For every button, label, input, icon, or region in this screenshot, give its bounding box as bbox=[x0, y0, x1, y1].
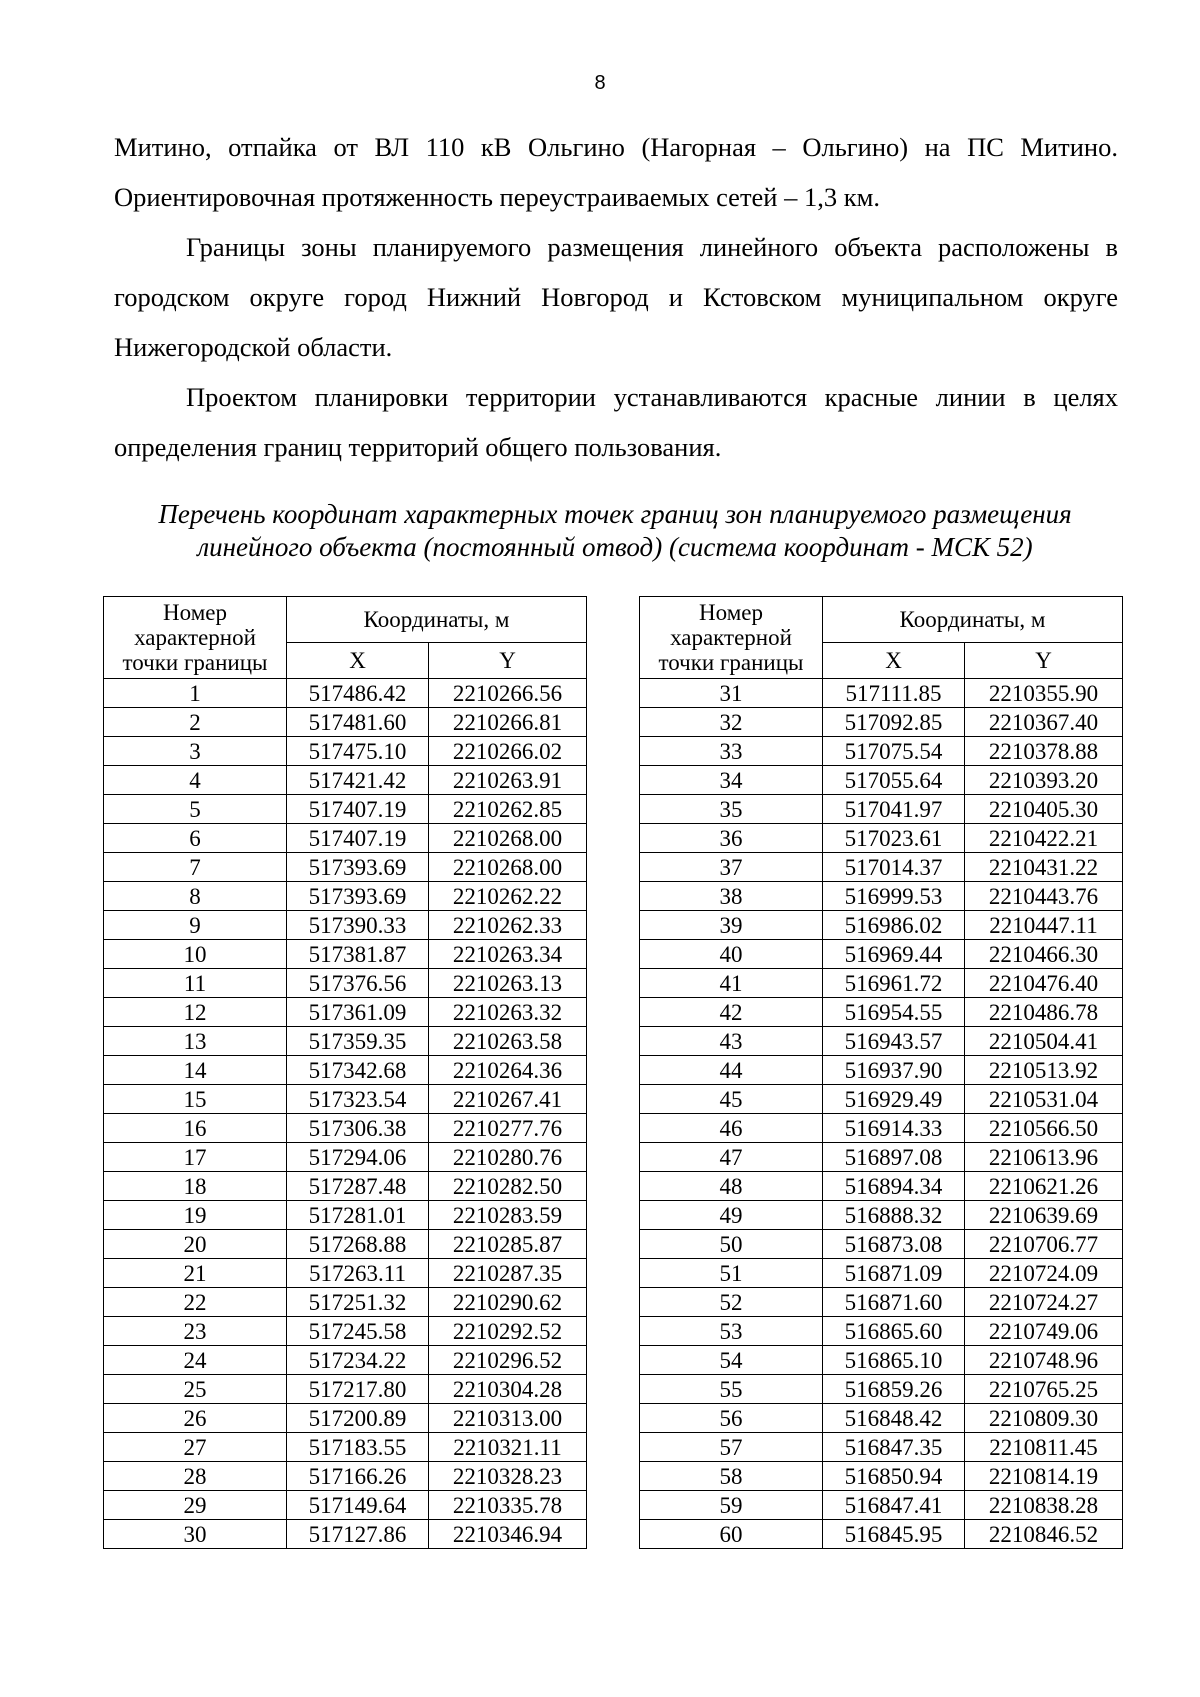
cell-x: 516873.08 bbox=[823, 1230, 965, 1259]
cell-y: 2210504.41 bbox=[965, 1027, 1123, 1056]
cell-x: 517342.68 bbox=[287, 1056, 429, 1085]
cell-point-number: 41 bbox=[640, 969, 823, 998]
cell-y: 2210422.21 bbox=[965, 824, 1123, 853]
cell-y: 2210266.81 bbox=[429, 708, 587, 737]
cell-y: 2210706.77 bbox=[965, 1230, 1123, 1259]
cell-y: 2210263.13 bbox=[429, 969, 587, 998]
table-row bbox=[640, 1259, 1123, 1288]
table-row bbox=[640, 882, 1123, 911]
cell-point-number: 3 bbox=[104, 737, 287, 766]
cell-point-number: 34 bbox=[640, 766, 823, 795]
cell-y: 2210393.20 bbox=[965, 766, 1123, 795]
header-point-number: Номер характерной точки границы bbox=[640, 597, 823, 679]
cell-point-number: 58 bbox=[640, 1462, 823, 1491]
cell-x: 516888.32 bbox=[823, 1201, 965, 1230]
paragraph-line: Границы зоны планируемого размещения линейного объекта расположены в bbox=[186, 232, 1118, 262]
cell-y: 2210277.76 bbox=[429, 1114, 587, 1143]
cell-point-number: 31 bbox=[640, 679, 823, 708]
cell-y: 2210405.30 bbox=[965, 795, 1123, 824]
cell-y: 2210447.11 bbox=[965, 911, 1123, 940]
table-row bbox=[640, 1462, 1123, 1491]
table-row bbox=[104, 1027, 587, 1056]
cell-point-number: 25 bbox=[104, 1375, 287, 1404]
cell-y: 2210280.76 bbox=[429, 1143, 587, 1172]
cell-x: 516954.55 bbox=[823, 998, 965, 1027]
table-row bbox=[640, 679, 1123, 708]
table-row bbox=[104, 940, 587, 969]
table-row bbox=[640, 1114, 1123, 1143]
cell-y: 2210262.33 bbox=[429, 911, 587, 940]
cell-y: 2210724.27 bbox=[965, 1288, 1123, 1317]
caption-line: линейного объекта (постоянный отвод) (система координат - МСК 52) bbox=[197, 532, 1033, 562]
cell-x: 517092.85 bbox=[823, 708, 965, 737]
table-row bbox=[640, 1288, 1123, 1317]
cell-point-number: 55 bbox=[640, 1375, 823, 1404]
cell-point-number: 19 bbox=[104, 1201, 287, 1230]
table-row bbox=[104, 1433, 587, 1462]
cell-point-number: 36 bbox=[640, 824, 823, 853]
cell-x: 517041.97 bbox=[823, 795, 965, 824]
cell-x: 517323.54 bbox=[287, 1085, 429, 1114]
cell-x: 516937.90 bbox=[823, 1056, 965, 1085]
header-coordinates: Координаты, м bbox=[287, 597, 587, 643]
cell-y: 2210268.00 bbox=[429, 853, 587, 882]
cell-x: 516871.60 bbox=[823, 1288, 965, 1317]
cell-point-number: 5 bbox=[104, 795, 287, 824]
cell-y: 2210613.96 bbox=[965, 1143, 1123, 1172]
cell-x: 517149.64 bbox=[287, 1491, 429, 1520]
cell-x: 517281.01 bbox=[287, 1201, 429, 1230]
cell-point-number: 53 bbox=[640, 1317, 823, 1346]
cell-x: 517268.88 bbox=[287, 1230, 429, 1259]
table-row bbox=[104, 824, 587, 853]
table-row bbox=[640, 1346, 1123, 1375]
table-row bbox=[104, 1114, 587, 1143]
table-row bbox=[640, 1230, 1123, 1259]
table-row bbox=[104, 1230, 587, 1259]
cell-x: 517376.56 bbox=[287, 969, 429, 998]
cell-point-number: 9 bbox=[104, 911, 287, 940]
cell-point-number: 7 bbox=[104, 853, 287, 882]
cell-y: 2210513.92 bbox=[965, 1056, 1123, 1085]
table-row bbox=[104, 1259, 587, 1288]
table-row bbox=[640, 1143, 1123, 1172]
header-y: Y bbox=[965, 643, 1123, 679]
table-row bbox=[104, 795, 587, 824]
table-row bbox=[104, 998, 587, 1027]
cell-x: 517486.42 bbox=[287, 679, 429, 708]
table-row bbox=[104, 969, 587, 998]
table-row bbox=[104, 1491, 587, 1520]
cell-x: 516859.26 bbox=[823, 1375, 965, 1404]
cell-y: 2210267.41 bbox=[429, 1085, 587, 1114]
table-row bbox=[104, 679, 587, 708]
cell-y: 2210846.52 bbox=[965, 1520, 1123, 1549]
cell-point-number: 11 bbox=[104, 969, 287, 998]
cell-x: 516914.33 bbox=[823, 1114, 965, 1143]
cell-x: 516929.49 bbox=[823, 1085, 965, 1114]
cell-y: 2210566.50 bbox=[965, 1114, 1123, 1143]
cell-y: 2210264.36 bbox=[429, 1056, 587, 1085]
cell-x: 517245.58 bbox=[287, 1317, 429, 1346]
table-body bbox=[104, 679, 587, 1549]
cell-x: 516865.10 bbox=[823, 1346, 965, 1375]
table-row bbox=[104, 882, 587, 911]
table-row bbox=[104, 1288, 587, 1317]
cell-y: 2210814.19 bbox=[965, 1462, 1123, 1491]
cell-y: 2210263.91 bbox=[429, 766, 587, 795]
table-row bbox=[640, 1433, 1123, 1462]
cell-x: 517393.69 bbox=[287, 882, 429, 911]
table-row bbox=[104, 1346, 587, 1375]
cell-point-number: 57 bbox=[640, 1433, 823, 1462]
cell-x: 517407.19 bbox=[287, 795, 429, 824]
page-number: 8 bbox=[594, 72, 606, 94]
table-row bbox=[640, 1491, 1123, 1520]
cell-point-number: 56 bbox=[640, 1404, 823, 1433]
table-row bbox=[104, 853, 587, 882]
cell-point-number: 45 bbox=[640, 1085, 823, 1114]
cell-point-number: 18 bbox=[104, 1172, 287, 1201]
cell-point-number: 8 bbox=[104, 882, 287, 911]
table-row bbox=[640, 998, 1123, 1027]
cell-point-number: 23 bbox=[104, 1317, 287, 1346]
cell-x: 516847.41 bbox=[823, 1491, 965, 1520]
header-y: Y bbox=[429, 643, 587, 679]
cell-x: 517251.32 bbox=[287, 1288, 429, 1317]
cell-x: 516894.34 bbox=[823, 1172, 965, 1201]
cell-point-number: 4 bbox=[104, 766, 287, 795]
cell-point-number: 37 bbox=[640, 853, 823, 882]
table-row bbox=[640, 1520, 1123, 1549]
cell-x: 517381.87 bbox=[287, 940, 429, 969]
cell-point-number: 30 bbox=[104, 1520, 287, 1549]
cell-point-number: 48 bbox=[640, 1172, 823, 1201]
cell-x: 516999.53 bbox=[823, 882, 965, 911]
cell-x: 516847.35 bbox=[823, 1433, 965, 1462]
cell-y: 2210287.35 bbox=[429, 1259, 587, 1288]
cell-point-number: 10 bbox=[104, 940, 287, 969]
cell-x: 517390.33 bbox=[287, 911, 429, 940]
cell-y: 2210263.34 bbox=[429, 940, 587, 969]
cell-y: 2210765.25 bbox=[965, 1375, 1123, 1404]
cell-y: 2210335.78 bbox=[429, 1491, 587, 1520]
coordinates-table-left bbox=[103, 596, 587, 1549]
table-row bbox=[640, 1317, 1123, 1346]
table-row bbox=[640, 766, 1123, 795]
cell-point-number: 54 bbox=[640, 1346, 823, 1375]
table-body bbox=[640, 679, 1123, 1549]
table-row bbox=[640, 911, 1123, 940]
cell-y: 2210263.32 bbox=[429, 998, 587, 1027]
cell-y: 2210809.30 bbox=[965, 1404, 1123, 1433]
cell-x: 517287.48 bbox=[287, 1172, 429, 1201]
table-row bbox=[104, 1143, 587, 1172]
cell-point-number: 16 bbox=[104, 1114, 287, 1143]
cell-x: 517393.69 bbox=[287, 853, 429, 882]
table-row bbox=[640, 1404, 1123, 1433]
cell-x: 516943.57 bbox=[823, 1027, 965, 1056]
cell-x: 517475.10 bbox=[287, 737, 429, 766]
paragraph-line: Нижегородской области. bbox=[114, 332, 393, 362]
header-point-number: Номер характерной точки границы bbox=[104, 597, 287, 679]
cell-point-number: 22 bbox=[104, 1288, 287, 1317]
cell-x: 517075.54 bbox=[823, 737, 965, 766]
table-row bbox=[104, 911, 587, 940]
cell-y: 2210749.06 bbox=[965, 1317, 1123, 1346]
table-row bbox=[640, 795, 1123, 824]
cell-x: 516897.08 bbox=[823, 1143, 965, 1172]
header-coordinates: Координаты, м bbox=[823, 597, 1123, 643]
cell-x: 516848.42 bbox=[823, 1404, 965, 1433]
paragraph-line: Митино, отпайка от ВЛ 110 кВ Ольгино (Нагорная – Ольгино) на ПС Митино. bbox=[114, 132, 1118, 162]
cell-point-number: 50 bbox=[640, 1230, 823, 1259]
table-row bbox=[104, 1520, 587, 1549]
table-row bbox=[640, 1172, 1123, 1201]
cell-x: 517421.42 bbox=[287, 766, 429, 795]
cell-y: 2210313.00 bbox=[429, 1404, 587, 1433]
cell-y: 2210443.76 bbox=[965, 882, 1123, 911]
table-row bbox=[640, 1085, 1123, 1114]
cell-y: 2210304.28 bbox=[429, 1375, 587, 1404]
paragraph-line: Проектом планировки территории устанавливаются красные линии в целях bbox=[186, 382, 1118, 412]
cell-x: 517055.64 bbox=[823, 766, 965, 795]
cell-x: 517183.55 bbox=[287, 1433, 429, 1462]
cell-y: 2210466.30 bbox=[965, 940, 1123, 969]
cell-x: 517111.85 bbox=[823, 679, 965, 708]
header-x: X bbox=[823, 643, 965, 679]
cell-y: 2210355.90 bbox=[965, 679, 1123, 708]
cell-y: 2210283.59 bbox=[429, 1201, 587, 1230]
cell-x: 516871.09 bbox=[823, 1259, 965, 1288]
table-row bbox=[104, 1462, 587, 1491]
cell-point-number: 27 bbox=[104, 1433, 287, 1462]
paragraph-3 bbox=[114, 372, 1118, 472]
paragraph-line: определения границ территорий общего пользования. bbox=[114, 432, 722, 462]
table-row bbox=[104, 1056, 587, 1085]
cell-x: 516986.02 bbox=[823, 911, 965, 940]
cell-y: 2210639.69 bbox=[965, 1201, 1123, 1230]
cell-x: 517127.86 bbox=[287, 1520, 429, 1549]
cell-point-number: 20 bbox=[104, 1230, 287, 1259]
cell-y: 2210290.62 bbox=[429, 1288, 587, 1317]
cell-point-number: 12 bbox=[104, 998, 287, 1027]
cell-point-number: 51 bbox=[640, 1259, 823, 1288]
cell-y: 2210811.45 bbox=[965, 1433, 1123, 1462]
cell-y: 2210476.40 bbox=[965, 969, 1123, 998]
table-row bbox=[640, 1027, 1123, 1056]
cell-point-number: 26 bbox=[104, 1404, 287, 1433]
cell-point-number: 28 bbox=[104, 1462, 287, 1491]
table-caption bbox=[100, 498, 1130, 564]
cell-x: 517306.38 bbox=[287, 1114, 429, 1143]
table-row bbox=[640, 1201, 1123, 1230]
paragraph-line: городском округе город Нижний Новгород и Кстовском муниципальном округе bbox=[114, 282, 1118, 312]
body-text bbox=[114, 122, 1118, 472]
cell-point-number: 2 bbox=[104, 708, 287, 737]
table-row bbox=[104, 1172, 587, 1201]
cell-y: 2210346.94 bbox=[429, 1520, 587, 1549]
cell-point-number: 29 bbox=[104, 1491, 287, 1520]
cell-x: 516969.44 bbox=[823, 940, 965, 969]
cell-point-number: 46 bbox=[640, 1114, 823, 1143]
cell-x: 517359.35 bbox=[287, 1027, 429, 1056]
cell-y: 2210378.88 bbox=[965, 737, 1123, 766]
cell-x: 517481.60 bbox=[287, 708, 429, 737]
coordinates-table-right bbox=[639, 596, 1123, 1549]
cell-x: 516865.60 bbox=[823, 1317, 965, 1346]
cell-y: 2210285.87 bbox=[429, 1230, 587, 1259]
cell-point-number: 47 bbox=[640, 1143, 823, 1172]
cell-point-number: 1 bbox=[104, 679, 287, 708]
cell-point-number: 32 bbox=[640, 708, 823, 737]
cell-y: 2210748.96 bbox=[965, 1346, 1123, 1375]
table-row bbox=[104, 766, 587, 795]
cell-y: 2210296.52 bbox=[429, 1346, 587, 1375]
caption-line: Перечень координат характерных точек границ зон планируемого размещения bbox=[158, 499, 1072, 529]
cell-point-number: 33 bbox=[640, 737, 823, 766]
paragraph-1 bbox=[114, 122, 1118, 222]
cell-point-number: 49 bbox=[640, 1201, 823, 1230]
cell-x: 517166.26 bbox=[287, 1462, 429, 1491]
cell-x: 517234.22 bbox=[287, 1346, 429, 1375]
cell-point-number: 35 bbox=[640, 795, 823, 824]
table-row bbox=[104, 1317, 587, 1346]
header-x: X bbox=[287, 643, 429, 679]
cell-point-number: 21 bbox=[104, 1259, 287, 1288]
cell-y: 2210266.56 bbox=[429, 679, 587, 708]
table-row bbox=[640, 853, 1123, 882]
cell-y: 2210321.11 bbox=[429, 1433, 587, 1462]
cell-point-number: 60 bbox=[640, 1520, 823, 1549]
cell-point-number: 13 bbox=[104, 1027, 287, 1056]
cell-point-number: 39 bbox=[640, 911, 823, 940]
cell-x: 517407.19 bbox=[287, 824, 429, 853]
cell-y: 2210838.28 bbox=[965, 1491, 1123, 1520]
cell-y: 2210328.23 bbox=[429, 1462, 587, 1491]
table-row bbox=[104, 1085, 587, 1114]
paragraph-2 bbox=[114, 222, 1118, 372]
cell-y: 2210282.50 bbox=[429, 1172, 587, 1201]
cell-point-number: 44 bbox=[640, 1056, 823, 1085]
table-row bbox=[104, 1375, 587, 1404]
table-row bbox=[640, 824, 1123, 853]
cell-x: 517217.80 bbox=[287, 1375, 429, 1404]
cell-x: 517200.89 bbox=[287, 1404, 429, 1433]
cell-y: 2210266.02 bbox=[429, 737, 587, 766]
table-row bbox=[640, 737, 1123, 766]
table-row bbox=[640, 940, 1123, 969]
cell-point-number: 24 bbox=[104, 1346, 287, 1375]
cell-y: 2210621.26 bbox=[965, 1172, 1123, 1201]
cell-y: 2210431.22 bbox=[965, 853, 1123, 882]
cell-x: 516961.72 bbox=[823, 969, 965, 998]
cell-y: 2210531.04 bbox=[965, 1085, 1123, 1114]
cell-point-number: 59 bbox=[640, 1491, 823, 1520]
table-row bbox=[104, 1404, 587, 1433]
cell-x: 517014.37 bbox=[823, 853, 965, 882]
cell-x: 516850.94 bbox=[823, 1462, 965, 1491]
cell-y: 2210486.78 bbox=[965, 998, 1123, 1027]
table-row bbox=[104, 1201, 587, 1230]
cell-point-number: 43 bbox=[640, 1027, 823, 1056]
cell-point-number: 6 bbox=[104, 824, 287, 853]
cell-y: 2210262.85 bbox=[429, 795, 587, 824]
cell-point-number: 38 bbox=[640, 882, 823, 911]
table-row bbox=[640, 969, 1123, 998]
table-row bbox=[104, 737, 587, 766]
cell-x: 517294.06 bbox=[287, 1143, 429, 1172]
cell-y: 2210292.52 bbox=[429, 1317, 587, 1346]
cell-y: 2210724.09 bbox=[965, 1259, 1123, 1288]
paragraph-line: Ориентировочная протяженность переустраиваемых сетей – 1,3 км. bbox=[114, 182, 880, 212]
cell-point-number: 14 bbox=[104, 1056, 287, 1085]
cell-point-number: 52 bbox=[640, 1288, 823, 1317]
cell-x: 516845.95 bbox=[823, 1520, 965, 1549]
cell-x: 517263.11 bbox=[287, 1259, 429, 1288]
cell-point-number: 40 bbox=[640, 940, 823, 969]
table-row bbox=[640, 1375, 1123, 1404]
cell-y: 2210263.58 bbox=[429, 1027, 587, 1056]
cell-point-number: 42 bbox=[640, 998, 823, 1027]
cell-x: 517361.09 bbox=[287, 998, 429, 1027]
cell-x: 517023.61 bbox=[823, 824, 965, 853]
table-row bbox=[104, 708, 587, 737]
cell-point-number: 17 bbox=[104, 1143, 287, 1172]
table-row bbox=[640, 708, 1123, 737]
table-row bbox=[640, 1056, 1123, 1085]
cell-y: 2210367.40 bbox=[965, 708, 1123, 737]
cell-y: 2210262.22 bbox=[429, 882, 587, 911]
cell-y: 2210268.00 bbox=[429, 824, 587, 853]
cell-point-number: 15 bbox=[104, 1085, 287, 1114]
